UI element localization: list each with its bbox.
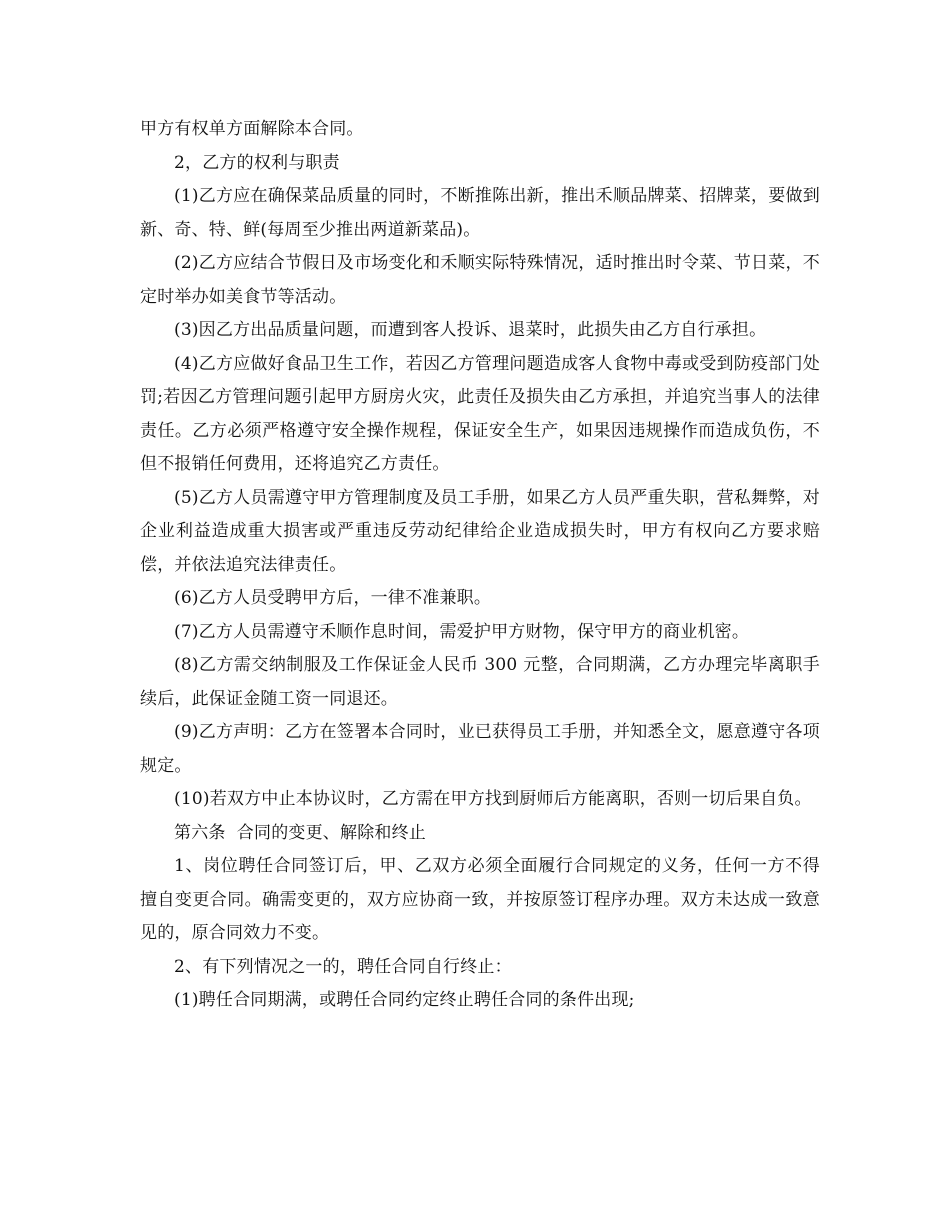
paragraph: (4)乙方应做好食品卫生工作，若因乙方管理问题造成客人食物中毒或受到防疫部门处罚;若因乙方管理问题引起甲方厨房火灾，此责任及损失由乙方承担，并追究当事人的法律责任。乙方必须严格遵守安全操作规程，保证安全生产，如果因违规操作而造成负伤，不但不报销任何费用，还将追究乙方责任。	[140, 353, 820, 474]
paragraph: (1)聘任合同期满，或聘任合同约定终止聘任合同的条件出现;	[174, 990, 635, 1010]
paragraph: (5)乙方人员需遵守甲方管理制度及员工手册，如果乙方人员严重失职，营私舞弊，对企业利益造成重大损害或严重违反劳动纪律给企业造成损失时，甲方有权向乙方要求赔偿，并依法追究法律责任。	[140, 487, 820, 575]
paragraph: 2、有下列情况之一的，聘任合同自行终止：	[174, 956, 512, 977]
paragraph: 1、岗位聘任合同签订后，甲、乙双方必须全面履行合同规定的义务，任何一方不得擅自变更合同。确需变更的，双方应协商一致，并按原签订程序办理。双方未达成一致意见的，原合同效力不变。	[140, 856, 820, 943]
paragraph: (3)因乙方出品质量问题，而遭到客人投诉、退菜时，此损失由乙方自行承担。	[174, 320, 767, 340]
paragraph: (1)乙方应在确保菜品质量的同时，不断推陈出新，推出禾顺品牌菜、招牌菜，要做到新、奇、特、鲜(每周至少推出两道新菜品)。	[140, 186, 820, 240]
paragraph: (9)乙方声明：乙方在签署本合同时，业已获得员工手册，并知悉全文，愿意遵守各项规定。	[140, 722, 820, 776]
paragraph: (7)乙方人员需遵守禾顺作息时间，需爱护甲方财物，保守甲方的商业机密。	[174, 621, 750, 642]
paragraph: (8)乙方需交纳制服及工作保证金人民币 300 元整，合同期满，乙方办理完毕离职手续后，此保证金随工资一同退还。	[140, 655, 820, 709]
paragraph: 2，乙方的权利与职责	[174, 152, 340, 173]
paragraph: (10)若双方中止本协议时，乙方需在甲方找到厨师后方能离职，否则一切后果自负。	[174, 789, 812, 809]
section-heading: 第六条 合同的变更、解除和终止	[174, 822, 427, 843]
paragraph: (2)乙方应结合节假日及市场变化和禾顺实际特殊情况，适时推出时令菜、节日菜，不定时举办如美食节等活动。	[140, 253, 820, 307]
document-body	[140, 113, 820, 1018]
paragraph: (6)乙方人员受聘甲方后，一律不准兼职。	[174, 588, 492, 608]
paragraph: 甲方有权单方面解除本合同。	[140, 119, 364, 139]
